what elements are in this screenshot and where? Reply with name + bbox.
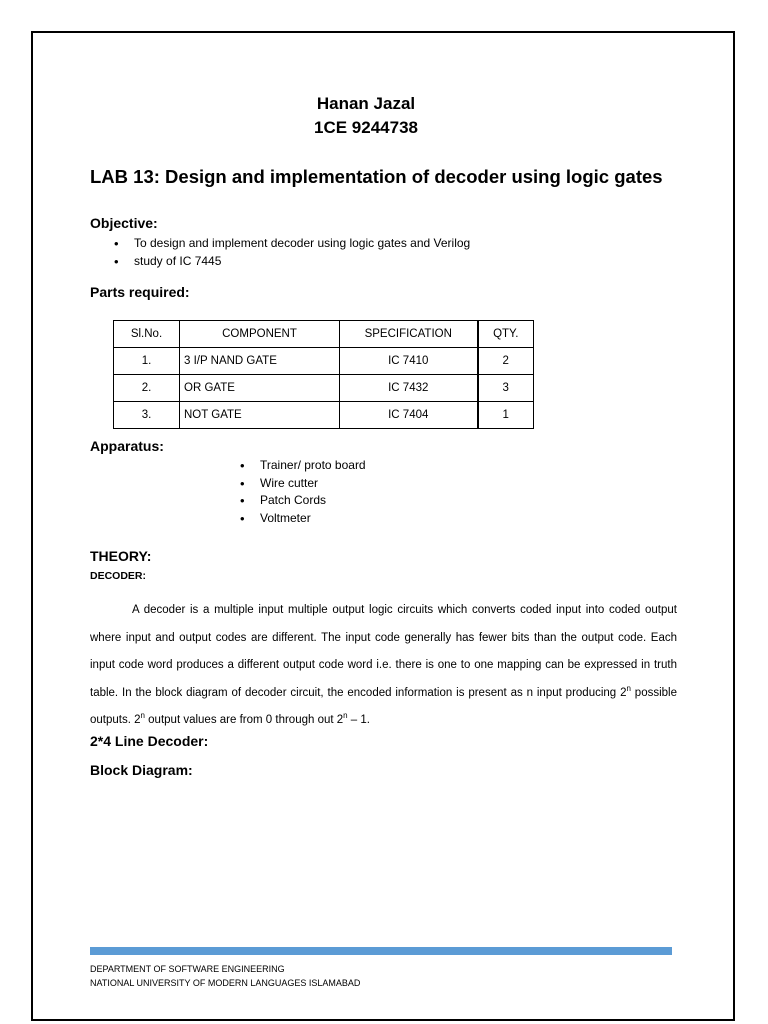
column-header-specification: SPECIFICATION bbox=[340, 321, 478, 348]
theory-text: possible outputs. 2 bbox=[90, 686, 677, 726]
cell-specification: IC 7410 bbox=[340, 348, 478, 375]
theory-text: A decoder is a multiple input multiple output logic circuits which converts coded input into coded output where input and output codes are different. The input code generally has fewer bits than the output code. Each input code word produces a different output code word i.e. there is one to one mapping can be expressed in truth table. In the block diagram of decoder circuit, the encoded information is present as n input producing 2 bbox=[90, 604, 677, 699]
superscript-n: n bbox=[626, 683, 631, 693]
cell-qty: 1 bbox=[478, 402, 534, 429]
table-header-row bbox=[114, 321, 534, 348]
apparatus-item: • Wire cutter bbox=[238, 475, 366, 493]
apparatus-item: • Voltmeter bbox=[238, 510, 366, 528]
table-row bbox=[114, 348, 534, 375]
cell-qty: 2 bbox=[478, 348, 534, 375]
column-header-qty: QTY. bbox=[478, 321, 534, 348]
parts-table bbox=[113, 320, 534, 429]
cell-specification: IC 7432 bbox=[340, 375, 478, 402]
theory-text: output values are from 0 through out 2 bbox=[144, 714, 344, 726]
column-header-component: COMPONENT bbox=[180, 321, 340, 348]
cell-qty: 3 bbox=[478, 375, 534, 402]
table-row bbox=[114, 402, 534, 429]
cell-component: NOT GATE bbox=[180, 402, 340, 429]
cell-specification: IC 7404 bbox=[340, 402, 478, 429]
superscript-n: n bbox=[140, 711, 145, 720]
footer-bar bbox=[90, 947, 672, 955]
table-row bbox=[114, 375, 534, 402]
objective-item: • To design and implement decoder using logic gates and Verilog bbox=[112, 235, 470, 253]
apparatus-item: • Patch Cords bbox=[238, 492, 366, 510]
theory-paragraph bbox=[90, 597, 677, 735]
objective-item: • study of IC 7445 bbox=[112, 253, 470, 271]
cell-component: 3 I/P NAND GATE bbox=[180, 348, 340, 375]
column-header-slno: Sl.No. bbox=[114, 321, 180, 348]
cell-component: OR GATE bbox=[180, 375, 340, 402]
apparatus-item: • Trainer/ proto board bbox=[238, 457, 366, 475]
theory-heading: THEORY: bbox=[90, 548, 152, 564]
apparatus-list bbox=[238, 457, 366, 527]
cell-slno: 3. bbox=[114, 402, 180, 429]
parts-heading: Parts required: bbox=[90, 284, 190, 300]
objective-list bbox=[112, 235, 470, 270]
superscript-n: n bbox=[343, 711, 348, 720]
author-id: 1CE 9244738 bbox=[314, 118, 418, 137]
objective-heading: Objective: bbox=[90, 215, 158, 231]
block-diagram-heading: Block Diagram: bbox=[90, 762, 193, 778]
lab-title: LAB 13: Design and implementation of decoder using logic gates bbox=[90, 166, 663, 187]
theory-text: – 1. bbox=[347, 714, 370, 726]
cell-slno: 2. bbox=[114, 375, 180, 402]
author-name: Hanan Jazal bbox=[316, 94, 416, 113]
footer-department: DEPARTMENT OF SOFTWARE ENGINEERING bbox=[90, 964, 285, 974]
decoder-subheading: DECODER: bbox=[90, 570, 147, 582]
apparatus-heading: Apparatus: bbox=[90, 438, 164, 454]
line-decoder-heading: 2*4 Line Decoder: bbox=[90, 733, 209, 749]
cell-slno: 1. bbox=[114, 348, 180, 375]
footer-university: NATIONAL UNIVERSITY OF MODERN LANGUAGES ISLAMABAD bbox=[90, 978, 361, 988]
